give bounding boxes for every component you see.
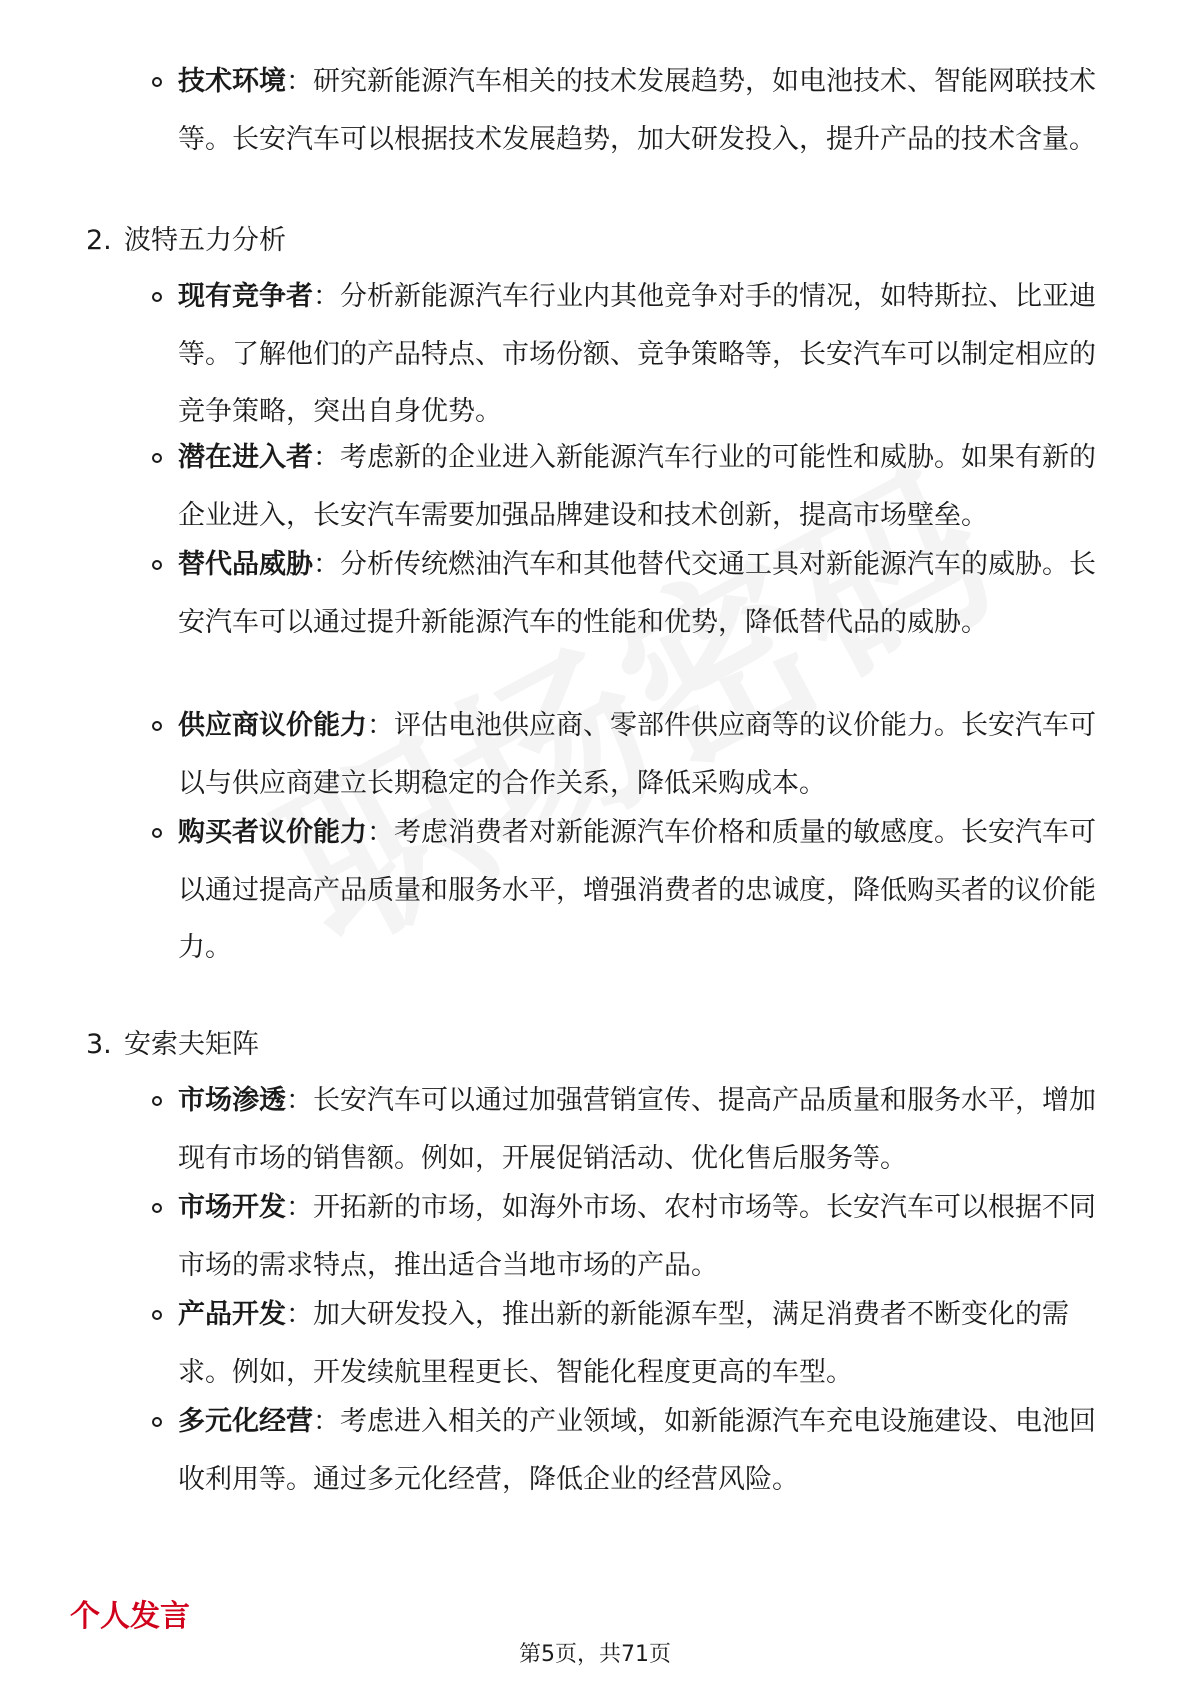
separator: ： [286, 1192, 313, 1223]
bullet-term: 技术环境 [178, 66, 286, 97]
page-footer: 第5页，共71页 [519, 1642, 671, 1667]
bullet-circle-icon [152, 77, 162, 87]
bullet-term: 供应商议价能力 [178, 710, 367, 741]
bullet-term: 购买者议价能力 [178, 817, 367, 848]
bullet-paragraph [178, 536, 1108, 651]
bullet-body: 考虑新的企业进入新能源汽车行业的可能性和威胁。如果有新的企业进入，长安汽车需要加强品牌建设和技术创新，提高市场壁垒。 [178, 442, 1096, 531]
separator: ： [313, 1406, 340, 1437]
bullet-term: 市场渗透 [178, 1085, 286, 1116]
bullet-term: 产品开发 [178, 1299, 286, 1330]
separator: ： [367, 710, 394, 741]
bullet-circle-icon [152, 1096, 162, 1106]
bullet-term: 市场开发 [178, 1192, 286, 1223]
bullet-paragraph [178, 1179, 1108, 1294]
bullet-circle-icon [152, 1417, 162, 1427]
bullet-circle-icon [152, 453, 162, 463]
bullet-body: 考虑进入相关的产业领域，如新能源汽车充电设施建设、电池回收利用等。通过多元化经营，降低企业的经营风险。 [178, 1406, 1096, 1495]
bullet-term: 替代品威胁 [178, 549, 313, 580]
bullet-term: 多元化经营 [178, 1406, 313, 1437]
section-heading [86, 1025, 259, 1065]
bullet-paragraph [178, 697, 1108, 812]
section-title: 安索夫矩阵 [124, 1029, 259, 1060]
bullet-circle-icon [152, 1310, 162, 1320]
separator: ： [313, 549, 340, 580]
bullet-paragraph [178, 1393, 1108, 1508]
bullet-body: 分析传统燃油汽车和其他替代交通工具对新能源汽车的威胁。长安汽车可以通过提升新能源汽车的性能和优势，降低替代品的威胁。 [178, 549, 1096, 638]
separator: ： [313, 281, 340, 312]
bullet-paragraph [178, 1286, 1108, 1401]
section-heading [86, 221, 286, 261]
bullet-body: 研究新能源汽车相关的技术发展趋势，如电池技术、智能网联技术等。长安汽车可以根据技术发展趋势，加大研发投入，提升产品的技术含量。 [178, 66, 1096, 155]
separator: ： [286, 1299, 313, 1330]
bullet-paragraph [178, 53, 1108, 168]
bullet-paragraph [178, 429, 1108, 544]
separator: ： [286, 1085, 313, 1116]
bullet-paragraph [178, 268, 1108, 441]
next-section-heading: 个人发言 [70, 1599, 190, 1634]
bullet-body: 考虑消费者对新能源汽车价格和质量的敏感度。长安汽车可以通过提高产品质量和服务水平，增强消费者的忠诚度，降低购买者的议价能力。 [178, 817, 1096, 963]
bullet-circle-icon [152, 1203, 162, 1213]
bullet-circle-icon [152, 292, 162, 302]
bullet-circle-icon [152, 560, 162, 570]
section-number: 2. [86, 225, 112, 256]
bullet-paragraph [178, 1072, 1108, 1187]
bullet-body: 评估电池供应商、零部件供应商等的议价能力。长安汽车可以与供应商建立长期稳定的合作关系，降低采购成本。 [178, 710, 1096, 799]
section-number: 3. [86, 1029, 112, 1060]
separator: ： [286, 66, 313, 97]
bullet-body: 开拓新的市场，如海外市场、农村市场等。长安汽车可以根据不同市场的需求特点，推出适合当地市场的产品。 [178, 1192, 1096, 1281]
bullet-body: 长安汽车可以通过加强营销宣传、提高产品质量和服务水平，增加现有市场的销售额。例如，开展促销活动、优化售后服务等。 [178, 1085, 1096, 1174]
bullet-circle-icon [152, 828, 162, 838]
bullet-body: 分析新能源汽车行业内其他竞争对手的情况，如特斯拉、比亚迪等。了解他们的产品特点、市场份额、竞争策略等，长安汽车可以制定相应的竞争策略，突出自身优势。 [178, 281, 1096, 427]
bullet-term: 现有竞争者 [178, 281, 313, 312]
bullet-body: 加大研发投入，推出新的新能源车型，满足消费者不断变化的需求。例如，开发续航里程更长、智能化程度更高的车型。 [178, 1299, 1069, 1388]
section-title: 波特五力分析 [124, 225, 286, 256]
separator: ： [313, 442, 340, 473]
bullet-term: 潜在进入者 [178, 442, 313, 473]
bullet-paragraph [178, 804, 1108, 977]
bullet-circle-icon [152, 721, 162, 731]
separator: ： [367, 817, 394, 848]
